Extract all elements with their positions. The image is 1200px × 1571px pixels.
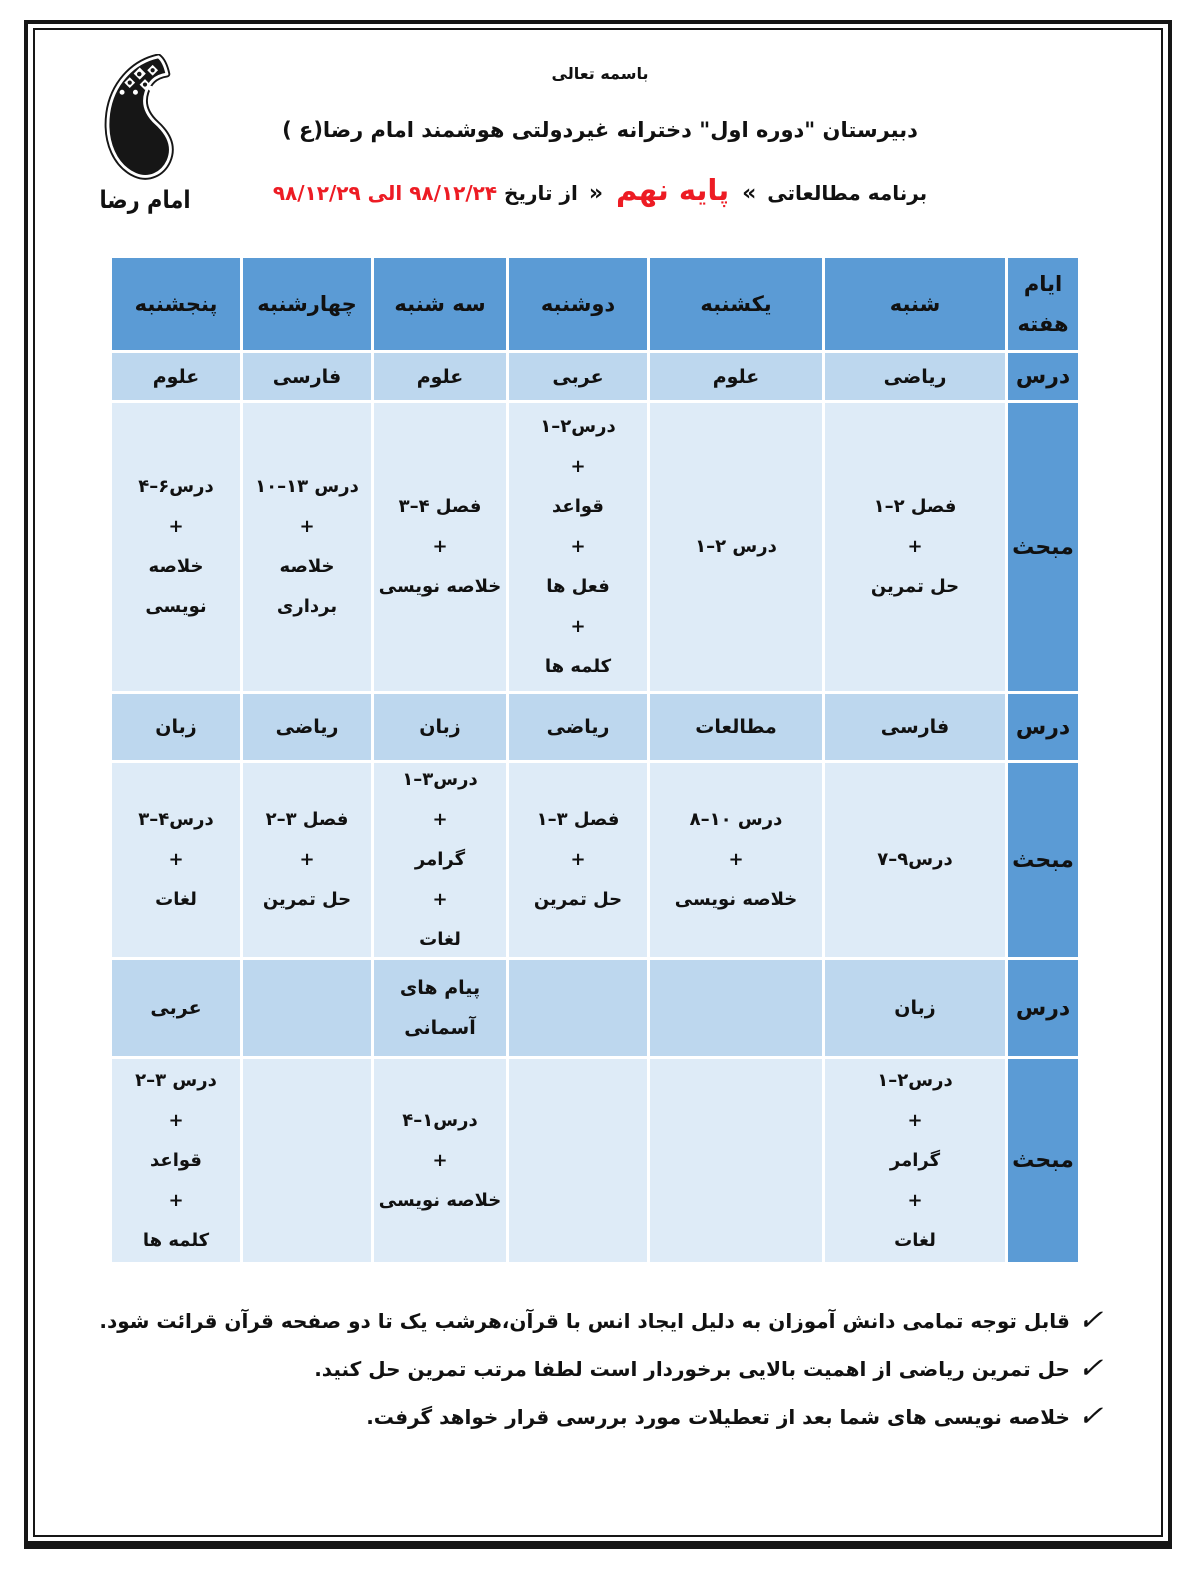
topic-cell-monday-1	[509, 403, 647, 691]
cell-line: درس۲–۱	[877, 1069, 953, 1091]
program-title	[100, 170, 1100, 214]
cell-line: مبحث	[1012, 534, 1074, 560]
cell-line: فارسی	[272, 365, 342, 388]
cell-line: +	[299, 849, 315, 870]
day-header-wednesday	[243, 258, 371, 350]
cell-line: حل تمرین	[262, 889, 352, 910]
cell-line: +	[168, 1189, 184, 1211]
day-header-thursday	[112, 258, 240, 350]
cell-line: +	[907, 1189, 923, 1211]
note-text: خلاصه نویسی های شما بعد از تعطیلات مورد بررسی قرار خواهد گرفت.	[366, 1405, 1070, 1429]
topic-cell-tuesday-1	[374, 403, 506, 691]
day-header-sunday	[650, 258, 822, 350]
cell-line: علوم	[712, 365, 760, 388]
cell-line: پیام های	[399, 977, 481, 999]
lesson-cell-thursday-2	[112, 694, 240, 760]
cell-line: عربی	[552, 365, 604, 388]
topic-cell-saturday-3	[825, 1059, 1005, 1262]
lesson-cell-monday-1	[509, 353, 647, 400]
cell-line: +	[570, 536, 586, 557]
cell-line: لغات	[155, 889, 197, 910]
corner-days-of-week-label	[1008, 258, 1078, 350]
cell-line: +	[432, 1149, 448, 1171]
cell-line: فصل ۴–۳	[398, 496, 482, 517]
cell-line: درس ۲–۱	[695, 536, 777, 557]
note-item-1	[40, 1302, 1111, 1339]
cell-line: کلمه ها	[142, 1229, 210, 1251]
cell-line: لغات	[894, 1229, 936, 1251]
check-icon: ✓	[1074, 1302, 1111, 1339]
cell-line: دوشنبه	[540, 292, 616, 316]
cell-line: درس	[1015, 714, 1071, 740]
weekly-schedule-table	[112, 258, 1078, 1262]
topic-cell-thursday-2	[112, 763, 240, 957]
day-header-saturday	[825, 258, 1005, 350]
cell-line: خلاصه	[279, 556, 335, 577]
notes-list	[40, 1302, 1111, 1448]
topic-cell-sunday-1	[650, 403, 822, 691]
cell-line: گرامر	[889, 1149, 941, 1171]
note-text: قابل توجه تمامی دانش آموزان به دلیل ایجاد انس با قرآن،هرشب یک تا دو صفحه قرآن قرائت شود.	[99, 1309, 1070, 1333]
cell-line: +	[907, 536, 923, 557]
cell-line: حل تمرین	[533, 889, 623, 910]
cell-line: فصل ۲–۱	[873, 496, 957, 517]
cell-line: حل تمرین	[870, 576, 960, 597]
row-label-topic-3	[1008, 1059, 1078, 1262]
cell-line: درس۶–۴	[138, 476, 214, 497]
cell-line: درس۱–۴	[402, 1109, 478, 1131]
cell-line: هفته	[1017, 312, 1069, 336]
lesson-cell-tuesday-1	[374, 353, 506, 400]
cell-line: +	[728, 849, 744, 870]
cell-line: فصل ۳–۱	[536, 809, 620, 830]
cell-line: خلاصه نویسی	[378, 576, 502, 597]
cell-line: درس ۱۰–۸	[689, 809, 783, 830]
cell-line: +	[570, 456, 586, 477]
cell-line: مبحث	[1012, 847, 1074, 873]
cell-line: +	[570, 849, 586, 870]
cell-line: مطالعات	[695, 716, 777, 738]
logo-caption: امام رضا	[99, 186, 191, 214]
program-prefix: برنامه مطالعاتی	[767, 181, 928, 205]
row-label-lesson-3	[1008, 960, 1078, 1056]
lesson-cell-monday-3	[509, 960, 647, 1056]
cell-line: درس	[1015, 364, 1071, 389]
lesson-cell-tuesday-3	[374, 960, 506, 1056]
lesson-cell-wednesday-1	[243, 353, 371, 400]
cell-line: درس ۳–۲	[135, 1069, 217, 1091]
cell-line: +	[168, 516, 184, 537]
cell-line: سه شنبه	[394, 292, 486, 316]
cell-line: یکشنبه	[700, 292, 772, 316]
school-name: دبیرستان "دوره اول" دخترانه غیردولتی هوشمند امام رضا(ع )	[282, 118, 918, 142]
grade-name: پایه نهم	[616, 173, 730, 207]
cell-line: برداری	[276, 596, 338, 617]
lesson-cell-thursday-1	[112, 353, 240, 400]
cell-line: +	[299, 516, 315, 537]
cell-line: شنبه	[889, 292, 941, 316]
row-label-topic-2	[1008, 763, 1078, 957]
cell-line: گرامر	[414, 849, 466, 870]
topic-cell-saturday-2	[825, 763, 1005, 957]
cell-line: خلاصه نویسی	[378, 1189, 502, 1211]
lesson-cell-tuesday-2	[374, 694, 506, 760]
cell-line: فصل ۳–۲	[265, 809, 349, 830]
row-label-lesson-2	[1008, 694, 1078, 760]
cell-line: چهارشنبه	[257, 292, 357, 316]
topic-cell-saturday-1	[825, 403, 1005, 691]
topic-cell-monday-3	[509, 1059, 647, 1262]
topic-cell-sunday-2	[650, 763, 822, 957]
cell-line: مبحث	[1012, 1148, 1074, 1173]
topic-cell-thursday-3	[112, 1059, 240, 1262]
note-item-2	[40, 1350, 1111, 1387]
cell-line: علوم	[152, 365, 200, 388]
close-guillemet: »	[588, 181, 604, 206]
cell-line: ریاضی	[546, 716, 610, 738]
lesson-cell-sunday-3	[650, 960, 822, 1056]
topic-cell-tuesday-2	[374, 763, 506, 957]
cell-line: نویسی	[145, 596, 207, 617]
cell-line: علوم	[416, 365, 464, 388]
lesson-cell-saturday-2	[825, 694, 1005, 760]
open-guillemet: «	[742, 181, 757, 206]
cell-line: زبان	[419, 716, 461, 738]
topic-cell-thursday-1	[112, 403, 240, 691]
cell-line: عربی	[150, 997, 202, 1019]
cell-line: +	[570, 616, 586, 637]
date-range: ۹۸/۱۲/۲۴ الی ۹۸/۱۲/۲۹	[272, 181, 498, 205]
topic-cell-wednesday-1	[243, 403, 371, 691]
cell-line: فارسی	[880, 716, 950, 738]
bismillah-text: باسمه تعالی	[551, 64, 649, 83]
cell-line: درس۴–۳	[138, 809, 214, 830]
lesson-cell-saturday-1	[825, 353, 1005, 400]
cell-line: +	[432, 536, 448, 557]
row-label-topic-1	[1008, 403, 1078, 691]
cell-line: +	[432, 809, 448, 830]
cell-line: ایام	[1023, 272, 1063, 296]
lesson-cell-saturday-3	[825, 960, 1005, 1056]
cell-line: کلمه ها	[544, 656, 612, 677]
cell-line: خلاصه	[148, 556, 204, 577]
check-icon: ✓	[1074, 1350, 1111, 1387]
cell-line: درس۹–۷	[877, 849, 953, 870]
note-text: حل تمرین ریاضی از اهمیت بالایی برخوردار است لطفا مرتب تمرین حل کنید.	[314, 1357, 1070, 1381]
cell-line: پنجشنبه	[134, 292, 218, 316]
topic-cell-wednesday-3	[243, 1059, 371, 1262]
cell-line: +	[168, 849, 184, 870]
cell-line: آسمانی	[404, 1017, 476, 1039]
cell-line: +	[907, 1109, 923, 1131]
lesson-cell-wednesday-3	[243, 960, 371, 1056]
cell-line: ریاضی	[883, 365, 947, 388]
topic-cell-wednesday-2	[243, 763, 371, 957]
note-item-3	[40, 1398, 1111, 1435]
lesson-cell-thursday-3	[112, 960, 240, 1056]
cell-line: لغات	[419, 929, 461, 950]
cell-line: +	[432, 889, 448, 910]
lesson-cell-wednesday-2	[243, 694, 371, 760]
cell-line: درس۳–۱	[402, 769, 478, 790]
program-middle: از تاریخ	[504, 181, 578, 205]
topic-cell-tuesday-3	[374, 1059, 506, 1262]
lesson-cell-sunday-1	[650, 353, 822, 400]
cell-line: +	[168, 1109, 184, 1131]
cell-line: ریاضی	[275, 716, 339, 738]
cell-line: زبان	[155, 716, 197, 738]
cell-line: زبان	[894, 997, 936, 1019]
check-icon: ✓	[1074, 1398, 1111, 1435]
cell-line: درس	[1015, 995, 1071, 1021]
day-header-monday	[509, 258, 647, 350]
lesson-cell-monday-2	[509, 694, 647, 760]
cell-line: درس۲–۱	[540, 416, 616, 437]
topic-cell-monday-2	[509, 763, 647, 957]
cell-line: درس ۱۳–۱۰	[255, 476, 359, 497]
cell-line: قواعد	[552, 496, 604, 517]
cell-line: قواعد	[150, 1149, 202, 1171]
row-label-lesson-1	[1008, 353, 1078, 400]
day-header-tuesday	[374, 258, 506, 350]
cell-line: خلاصه نویسی	[674, 889, 798, 910]
cell-line: فعل ها	[546, 576, 610, 597]
topic-cell-sunday-3	[650, 1059, 822, 1262]
lesson-cell-sunday-2	[650, 694, 822, 760]
